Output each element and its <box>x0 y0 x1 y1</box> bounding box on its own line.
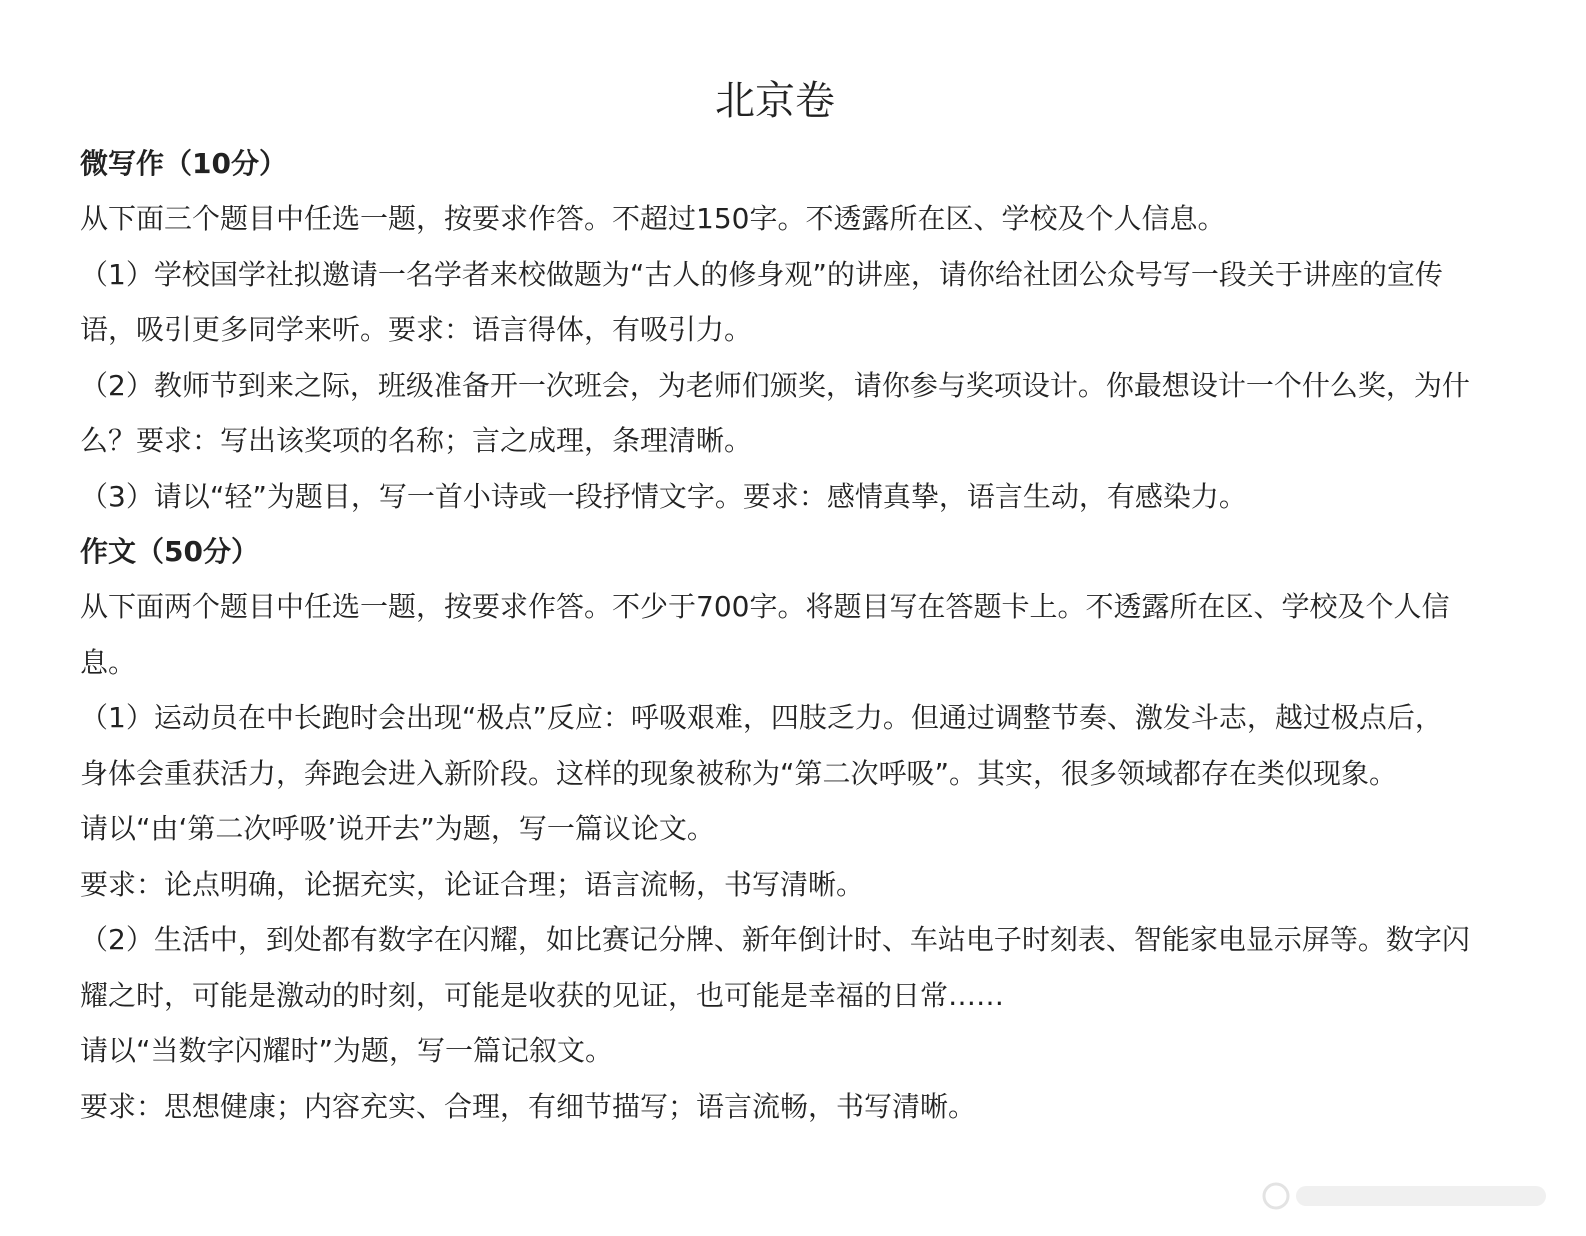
prompt-paragraph: （1）运动员在中长跑时会出现“极点”反应：呼吸艰难，四肢乏力。但通过调整节奏、激发斗志，越过极点后，身体会重获活力，奔跑会进入新阶段。这样的现象被称为“第二次呼吸”。其实，很多领域都存在类似现象。 <box>80 701 1443 790</box>
prompt-paragraph: （1）学校国学社拟邀请一名学者来校做题为“古人的修身观”的讲座，请你给社团公众号写一段关于讲座的宣传语，吸引更多同学来听。要求：语言得体，有吸引力。 <box>80 257 1443 346</box>
section-essay <box>80 524 1470 1134</box>
section-micro-writing <box>80 136 1470 524</box>
section-heading: 微写作（10分） <box>80 147 287 180</box>
watermark-logo <box>1256 1176 1556 1216</box>
prompt-paragraph: （2）教师节到来之际，班级准备开一次班会，为老师们颁奖，请你参与奖项设计。你最想设计一个什么奖，为什么？要求：写出该奖项的名称；言之成理，条理清晰。 <box>80 368 1470 457</box>
requirement-paragraph: 要求：思想健康；内容充实、合理，有细节描写；语言流畅，书写清晰。 <box>80 1089 977 1123</box>
prompt-paragraph: （3）请以“轻”为题目，写一首小诗或一段抒情文字。要求：感情真挚，语言生动，有感染力。 <box>80 479 1247 513</box>
prompt-paragraph: 请以“当数字闪耀时”为题，写一篇记叙文。 <box>80 1034 614 1067</box>
document-page <box>80 70 1470 1134</box>
instruction-paragraph: 从下面两个题目中任选一题，按要求作答。不少于700字。将题目写在答题卡上。不透露所在区、学校及个人信息。 <box>80 590 1450 679</box>
document-title: 北京卷 <box>715 78 835 124</box>
prompt-paragraph: 请以“由‘第二次呼吸’说开去”为题，写一篇议论文。 <box>80 812 715 845</box>
instruction-paragraph: 从下面三个题目中任选一题，按要求作答。不超过150字。不透露所在区、学校及个人信息。 <box>80 202 1226 235</box>
section-heading: 作文（50分） <box>80 535 259 568</box>
prompt-paragraph: （2）生活中，到处都有数字在闪耀，如比赛记分牌、新年倒计时、车站电子时刻表、智能家电显示屏等。数字闪耀之时，可能是激动的时刻，可能是收获的见证，也可能是幸福的日常…… <box>80 923 1470 1012</box>
requirement-paragraph: 要求：论点明确，论据充实，论证合理；语言流畅，书写清晰。 <box>80 867 865 901</box>
